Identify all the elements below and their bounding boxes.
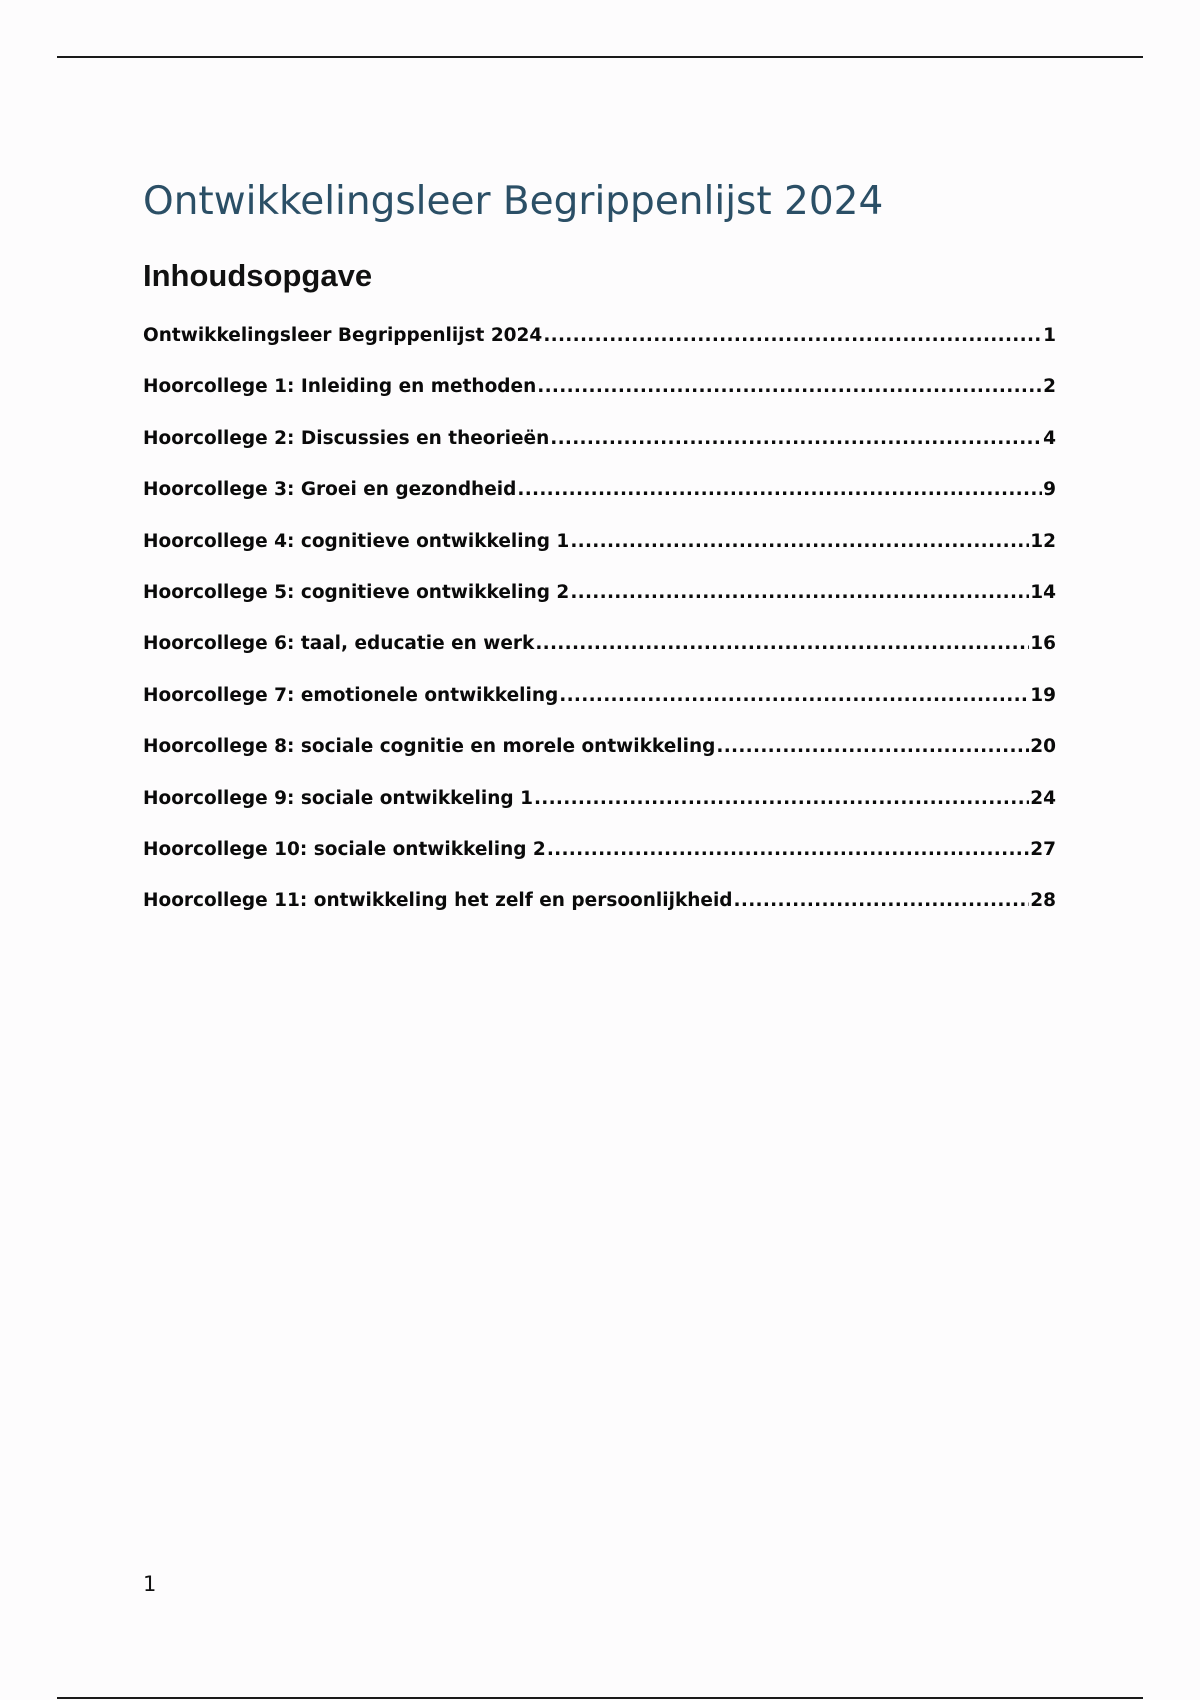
page-bottom-rule: [57, 1697, 1143, 1699]
toc-entry[interactable]: [143, 628, 1056, 679]
toc-entry[interactable]: [143, 526, 1056, 577]
toc-entry-page: 24: [1030, 787, 1056, 809]
table-of-contents: [143, 320, 1056, 937]
toc-dot-leader: [543, 320, 1042, 352]
toc-entry-title: Hoorcollege 11: ontwikkeling het zelf en persoonlijkheid: [143, 890, 733, 912]
toc-entry-page: 19: [1030, 684, 1056, 706]
toc-entry-page: 16: [1030, 633, 1056, 655]
toc-entry-page: 4: [1043, 427, 1056, 449]
toc-entry-page: 12: [1030, 530, 1056, 552]
toc-entry-title: Hoorcollege 1: Inleiding en methoden: [143, 376, 537, 398]
toc-entry-page: 28: [1030, 890, 1056, 912]
toc-heading: Inhoudsopgave: [143, 258, 373, 293]
toc-dot-leader: [734, 885, 1030, 917]
toc-entry-page: 27: [1030, 838, 1056, 860]
toc-entry[interactable]: [143, 371, 1056, 422]
toc-dot-leader: [537, 371, 1042, 403]
toc-dot-leader: [559, 680, 1029, 712]
toc-dot-leader: [517, 474, 1042, 506]
toc-entry[interactable]: [143, 577, 1056, 628]
toc-entry-title: Hoorcollege 4: cognitieve ontwikkeling 1: [143, 530, 570, 552]
toc-dot-leader: [570, 526, 1029, 558]
toc-entry-title: Ontwikkelingsleer Begrippenlijst 2024: [143, 325, 543, 346]
toc-dot-leader: [534, 783, 1029, 815]
toc-entry[interactable]: [143, 783, 1056, 834]
toc-entry-title: Hoorcollege 3: Groei en gezondheid: [143, 479, 517, 501]
toc-entry[interactable]: [143, 680, 1056, 731]
toc-entry-title: Hoorcollege 7: emotionele ontwikkeling: [143, 684, 559, 706]
toc-entry-page: 9: [1043, 479, 1056, 501]
toc-entry-page: 20: [1030, 736, 1056, 758]
toc-entry-title: Hoorcollege 8: sociale cognitie en morele ontwikkeling: [143, 736, 716, 758]
toc-dot-leader: [535, 628, 1029, 660]
toc-entry[interactable]: [143, 885, 1056, 936]
toc-entry[interactable]: [143, 320, 1056, 371]
toc-entry-title: Hoorcollege 5: cognitieve ontwikkeling 2: [143, 581, 570, 603]
toc-entry[interactable]: [143, 834, 1056, 885]
toc-entry[interactable]: [143, 423, 1056, 474]
toc-dot-leader: [716, 731, 1029, 763]
toc-entry[interactable]: [143, 474, 1056, 525]
toc-dot-leader: [570, 577, 1029, 609]
toc-entry-page: 2: [1043, 376, 1056, 398]
toc-dot-leader: [547, 834, 1029, 866]
toc-entry-page: 14: [1030, 581, 1056, 603]
toc-dot-leader: [550, 423, 1042, 455]
toc-entry-title: Hoorcollege 10: sociale ontwikkeling 2: [143, 838, 546, 860]
document-title: Ontwikkelingsleer Begrippenlijst 2024: [143, 179, 884, 224]
toc-entry[interactable]: [143, 731, 1056, 782]
toc-entry-title: Hoorcollege 9: sociale ontwikkeling 1: [143, 787, 533, 809]
toc-entry-title: Hoorcollege 2: Discussies en theorieën: [143, 427, 550, 449]
toc-entry-page: 1: [1043, 325, 1056, 346]
page-number: 1: [143, 1572, 157, 1596]
toc-entry-title: Hoorcollege 6: taal, educatie en werk: [143, 633, 535, 655]
page-top-rule: [57, 56, 1143, 58]
